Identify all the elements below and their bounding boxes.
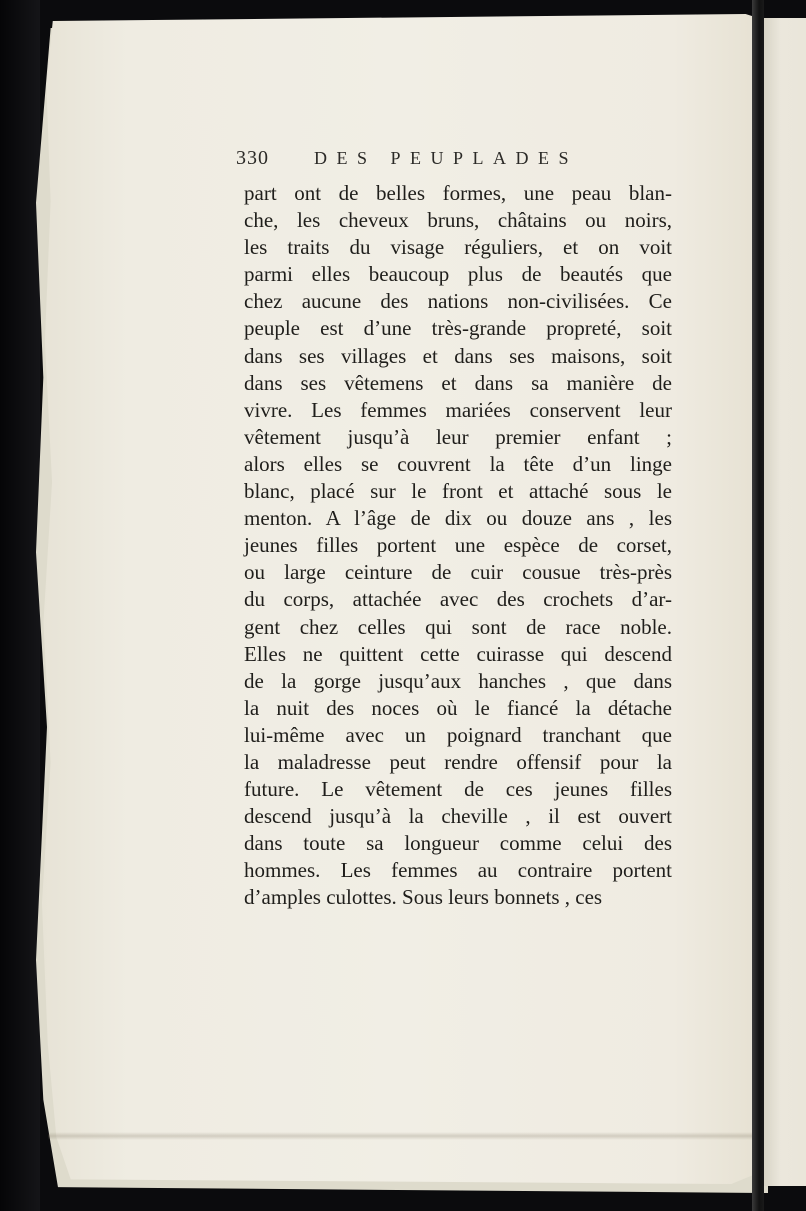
text-line: vêtement jusqu’à leur premier enfant ; — [244, 424, 672, 449]
page-number: 330 — [236, 147, 269, 169]
text-line: jeunes filles portent une espèce de corset, — [244, 533, 672, 558]
text-line: dans ses vêtemens et dans sa manière de — [244, 370, 672, 395]
facing-page-edge — [764, 18, 806, 1186]
text-line: che, les cheveux bruns, châtains ou noirs, — [244, 208, 672, 233]
text-line: descend jusqu’à la cheville , il est ouvert — [244, 804, 672, 829]
text-line: gent chez celles qui sont de race noble. — [244, 614, 672, 639]
text-line: la maladresse peut rendre offensif pour la — [244, 749, 672, 774]
book-gutter — [752, 0, 764, 1211]
text-line: part ont de belles formes, une peau blan- — [244, 181, 672, 205]
text-line: de la gorge jusqu’aux hanches , que dans — [244, 668, 672, 693]
running-title: DES PEUPLADES — [314, 148, 579, 168]
text-line: parmi elles beaucoup plus de beautés que — [244, 262, 672, 287]
text-line: peuple est d’une très-grande propreté, soit — [244, 316, 672, 341]
text-line: d’amples culottes. Sous leurs bonnets , ces — [244, 885, 603, 910]
text-line: hommes. Les femmes au contraire portent — [244, 858, 672, 883]
text-line: future. Le vêtement de ces jeunes filles — [244, 777, 672, 802]
text-line: du corps, attachée avec des crochets d’ar- — [244, 587, 672, 612]
page-bottom-edge — [48, 1132, 760, 1140]
text-line: dans toute sa longueur comme celui des — [244, 831, 672, 856]
text-line: vivre. Les femmes mariées conservent leur — [244, 397, 672, 422]
text-line: les traits du visage réguliers, et on voit — [244, 235, 672, 260]
text-line: Elles ne quittent cette cuirasse qui descend — [244, 641, 672, 666]
text-line: blanc, placé sur le front et attaché sous le — [244, 479, 672, 504]
running-head — [236, 147, 686, 173]
scan-background — [0, 0, 40, 1211]
text-line: dans ses villages et dans ses maisons, soit — [244, 343, 672, 368]
text-line: la nuit des noces où le fiancé la détache — [244, 695, 672, 720]
text-line: chez aucune des nations non-civilisées. Ce — [244, 289, 672, 314]
body-text — [244, 180, 672, 912]
text-line: alors elles se couvrent la tête d’un linge — [244, 451, 672, 476]
text-line: menton. A l’âge de dix ou douze ans , les — [244, 506, 672, 531]
text-line: ou large ceinture de cuir cousue très-près — [244, 560, 672, 585]
text-line: lui-même avec un poignard tranchant que — [244, 722, 672, 747]
